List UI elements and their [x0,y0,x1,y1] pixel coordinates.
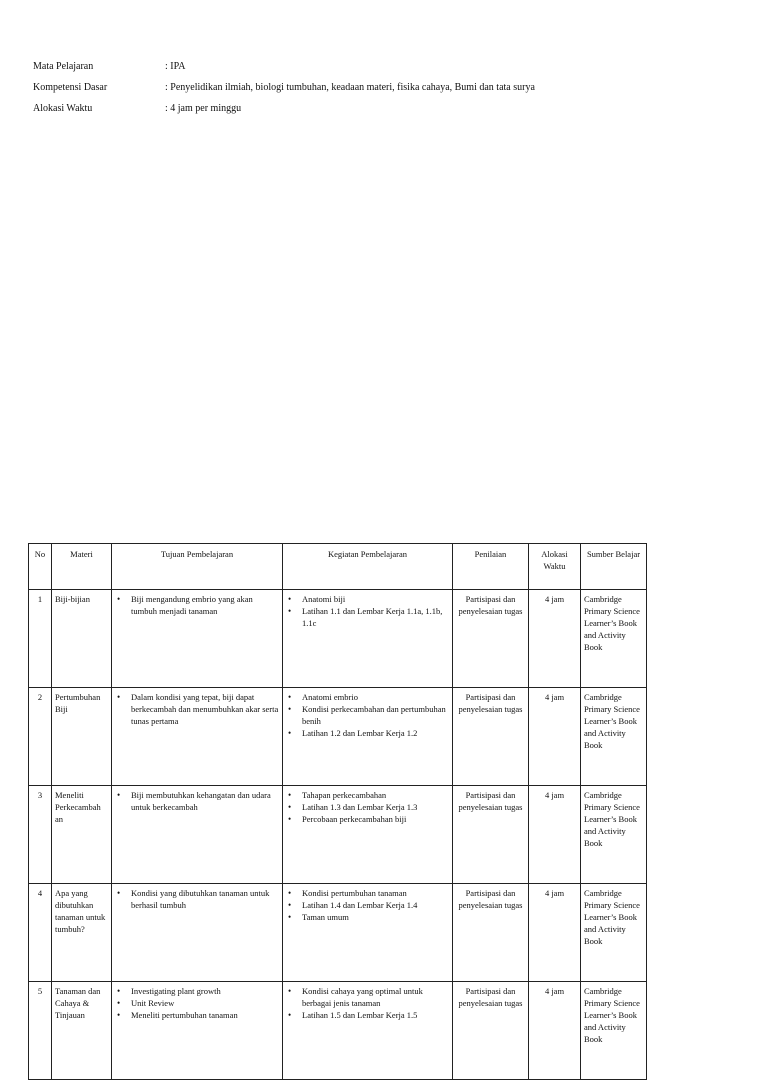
bullet-list [115,789,279,813]
info-row-time [33,98,535,119]
header-sumber: Sumber Belajar [581,544,647,590]
bullet-item: • Dalam kondisi yang tepat, biji dapat berkecambah dan menumbuhkan akar serta tunas pertama [131,691,279,727]
competency-value: : Penyelidikan ilmiah, biologi tumbuhan, keadaan materi, fisika cahaya, Bumi dan tata surya [165,82,535,93]
bullet-item: • Kondisi cahaya yang optimal untuk berbagai jenis tanaman [302,985,449,1009]
bullet-list [115,985,279,1021]
table-row [29,786,647,884]
lesson-plan-table [28,543,647,1080]
cell-materi: Pertumbuhan Biji [52,688,112,786]
subject-value: : IPA [165,61,186,72]
table-row [29,884,647,982]
cell-penilaian: Partisipasi dan penyelesaian tugas [453,982,529,1080]
cell-alokasi: 4 jam [529,884,581,982]
cell-no: 4 [29,884,52,982]
cell-no: 5 [29,982,52,1080]
bullet-item: • Latihan 1.2 dan Lembar Kerja 1.2 [302,727,449,739]
bullet-item: • Latihan 1.3 dan Lembar Kerja 1.3 [302,801,449,813]
cell-alokasi: 4 jam [529,688,581,786]
bullet-list [286,789,449,825]
bullet-item: • Percobaan perkecambahan biji [302,813,449,825]
bullet-item: • Anatomi biji [302,593,449,605]
header-alokasi: Alokasi Waktu [529,544,581,590]
cell-penilaian: Partisipasi dan penyelesaian tugas [453,688,529,786]
cell-no: 2 [29,688,52,786]
info-row-subject [33,56,535,77]
cell-alokasi: 4 jam [529,982,581,1080]
bullet-list [286,593,449,629]
header-kegiatan: Kegiatan Pembelajaran [283,544,453,590]
bullet-item: • Taman umum [302,911,449,923]
bullet-item: • Kondisi pertumbuhan tanaman [302,887,449,899]
bullet-list [115,593,279,617]
time-allocation-label: Alokasi Waktu [33,103,93,114]
bullet-list [286,691,449,739]
cell-penilaian: Partisipasi dan penyelesaian tugas [453,786,529,884]
bullet-item: • Unit Review [131,997,279,1009]
cell-sumber: Cambridge Primary Science Learner’s Book and Activity Book [581,982,647,1080]
cell-tujuan [112,884,283,982]
cell-alokasi: 4 jam [529,786,581,884]
bullet-item: • Latihan 1.1 dan Lembar Kerja 1.1a, 1.1b, 1.1c [302,605,449,629]
cell-kegiatan [283,884,453,982]
cell-kegiatan [283,982,453,1080]
cell-tujuan [112,688,283,786]
bullet-list [286,985,449,1021]
cell-penilaian: Partisipasi dan penyelesaian tugas [453,590,529,688]
bullet-list [286,887,449,923]
header-no: No [29,544,52,590]
header-penilaian: Penilaian [453,544,529,590]
time-allocation-value: : 4 jam per minggu [165,103,242,114]
table-row [29,982,647,1080]
cell-materi: Tanaman dan Cahaya & Tinjauan [52,982,112,1080]
bullet-item: • Meneliti pertumbuhan tanaman [131,1009,279,1021]
table-row [29,590,647,688]
cell-materi: Meneliti Perkecambah an [52,786,112,884]
cell-sumber: Cambridge Primary Science Learner’s Book and Activity Book [581,688,647,786]
bullet-item: • Latihan 1.5 dan Lembar Kerja 1.5 [302,1009,449,1021]
cell-alokasi: 4 jam [529,590,581,688]
bullet-item: • Latihan 1.4 dan Lembar Kerja 1.4 [302,899,449,911]
header-materi: Materi [52,544,112,590]
cell-tujuan [112,982,283,1080]
cell-no: 3 [29,786,52,884]
cell-penilaian: Partisipasi dan penyelesaian tugas [453,884,529,982]
cell-no: 1 [29,590,52,688]
bullet-item: • Biji mengandung embrio yang akan tumbuh menjadi tanaman [131,593,279,617]
bullet-item: • Kondisi yang dibutuhkan tanaman untuk berhasil tumbuh [131,887,279,911]
cell-tujuan [112,786,283,884]
cell-sumber: Cambridge Primary Science Learner’s Book and Activity Book [581,884,647,982]
document-header-info [33,56,535,119]
cell-materi: Apa yang dibutuhkan tanaman untuk tumbuh? [52,884,112,982]
subject-label: Mata Pelajaran [33,61,94,72]
table-header-row [29,544,647,590]
cell-kegiatan [283,688,453,786]
cell-materi: Biji-bijian [52,590,112,688]
cell-kegiatan [283,590,453,688]
table-row [29,688,647,786]
bullet-list [115,887,279,911]
cell-kegiatan [283,786,453,884]
bullet-item: • Anatomi embrio [302,691,449,703]
competency-label: Kompetensi Dasar [33,82,108,93]
bullet-item: • Biji membutuhkan kehangatan dan udara untuk berkecambah [131,789,279,813]
cell-tujuan [112,590,283,688]
bullet-item: • Kondisi perkecambahan dan pertumbuhan benih [302,703,449,727]
header-tujuan: Tujuan Pembelajaran [112,544,283,590]
cell-sumber: Cambridge Primary Science Learner’s Book and Activity Book [581,590,647,688]
cell-sumber: Cambridge Primary Science Learner’s Book and Activity Book [581,786,647,884]
bullet-item: • Investigating plant growth [131,985,279,997]
bullet-list [115,691,279,727]
bullet-item: • Tahapan perkecambahan [302,789,449,801]
info-row-competency [33,77,535,98]
